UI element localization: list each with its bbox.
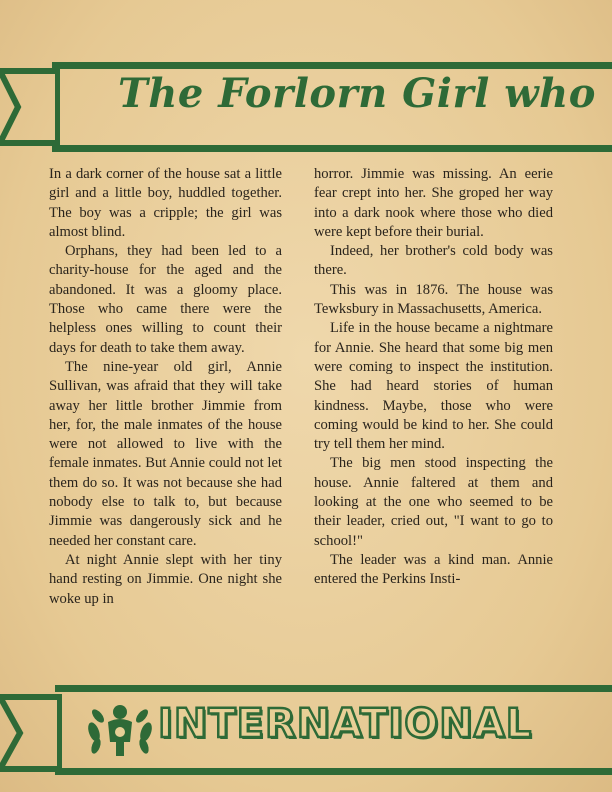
paragraph: The nine-year old girl, Annie Sullivan, was afraid that they will take away her little brother Jimmie from her, for, the male inmates of the house were not allowed to live with the female inmates. But Annie could not let them do so. It was not because she had nobody else to talk to, but because Jimmie was dangerously sick and he needed her constant care. (49, 358, 282, 549)
paragraph: The leader was a kind man. Annie entered the Perkins Insti- (314, 551, 553, 588)
ribbon-tail-icon (0, 67, 60, 147)
children-wreath-emblem-icon (84, 698, 156, 762)
paragraph: At night Annie slept with her tiny hand resting on Jimmie. One night she woke up in (49, 551, 282, 607)
paragraph: Indeed, her brother's cold body was there. (314, 243, 553, 279)
ribbon-tail-icon (0, 693, 62, 773)
paragraph: The big men stood inspecting the house. Annie faltered at them and looking at the one who seemed to be their leader, cried out, "I want to go to school!" (314, 455, 553, 549)
footer-banner (0, 685, 612, 775)
text-column-left (49, 165, 282, 609)
paragraph: This was in 1876. The house was Tewksbury in Massachusetts, America. (314, 281, 553, 318)
paragraph: Life in the house became a nightmare for Annie. She heard that some big men were coming to inspect the institution. She had heard stories of human kindness. Maybe, those who were coming would be kind to her. She could try tell them her mind. (314, 320, 553, 453)
header-banner (0, 62, 612, 152)
paragraph: horror. Jimmie was missing. An eerie fear crept into her. She groped her way into a dark nook where those who died were kept before their burial. (314, 166, 553, 240)
text-column-right (314, 165, 553, 590)
paragraph: In a dark corner of the house sat a little girl and a little boy, huddled together. The boy was a cripple; the girl was almost blind. (49, 166, 282, 240)
international-wordmark: INTERNATIONAL (158, 701, 533, 747)
paragraph: Orphans, they had been led to a charity-house for the aged and the abandoned. It was a gloomy place. Those who came there were the helpless ones willing to count their days for death to take them away. (49, 243, 282, 356)
page-title: The Forlorn Girl who (118, 70, 596, 117)
